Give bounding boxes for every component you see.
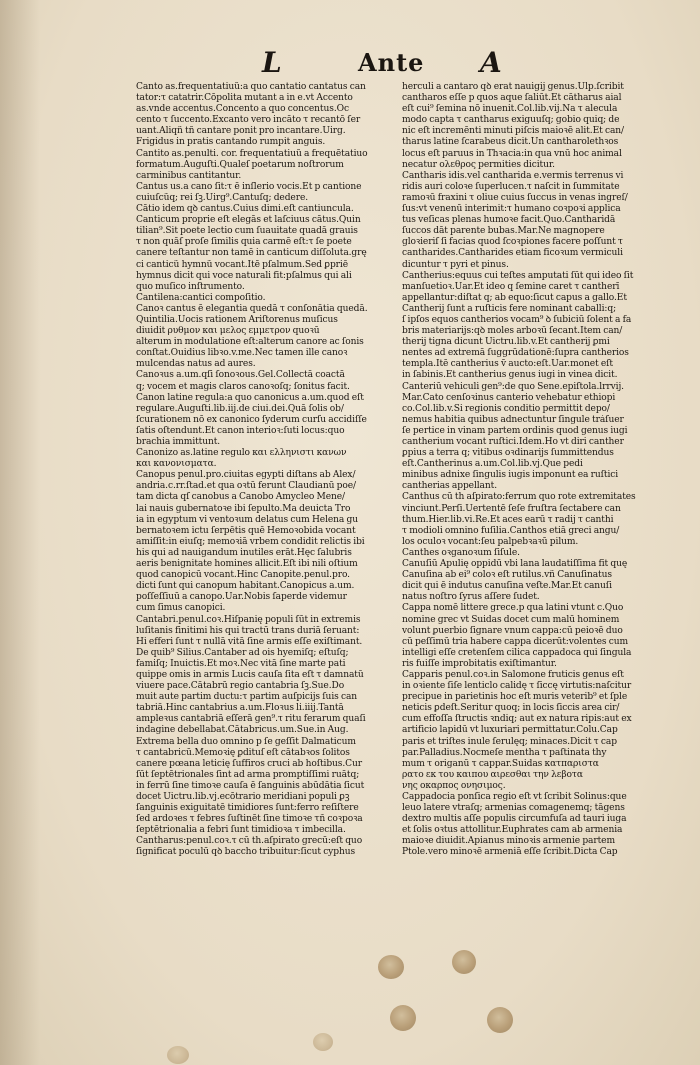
text-line: Cantherij ſunt a ruſticis fere nominant̃ caballi:q; <box>402 303 617 314</box>
text-line: cum ſimus canopici. <box>136 603 226 614</box>
text-line: τ modioli omnino fuſilia.Canthos etiā greci angu/ <box>402 525 620 536</box>
text-line: tus veſicas plenas humoꝛe facit.Quo.Cantharidā <box>402 215 616 226</box>
text-line: locus eſt paruus in Thꝛacia:in qua vnū hoc animal <box>402 148 622 159</box>
text-line: dicti ſunt qui canopum habitant.Canopicus a.um. <box>136 581 355 592</box>
text-line: vinciunt̃.Perſi.Uertentē ſeſe fruſtra ſectabere can <box>402 503 621 514</box>
text-line: as.vnde accentus.Concento a quo concentus.Oc <box>136 104 349 115</box>
text-line: Capparis penul.coꝛ.in Salomone fruticis genus eſt <box>402 669 624 680</box>
text-line: Canon latine regula:a quo canonicus a.um.quod eſt <box>136 392 364 403</box>
text-line: mulcendas natus ad aures. <box>136 359 256 370</box>
text-line: Cappadocia ponſica regio eſt vt ſcribit Solinus:que <box>402 792 627 802</box>
text-line: q; vocem et magis claros canoꝛoſq; ſonitus facit. <box>136 381 350 392</box>
text-line: ia in egyptum vi ventoꝛum delatus cum Helena gu <box>136 514 358 525</box>
text-line: docet Uictru.lib.vj.ecōtrario meridiani populi ꝑꝫ <box>136 792 350 802</box>
text-line: Cantito as.penulti. cor. frequentatiuũ a frequētatiuo <box>136 148 368 159</box>
text-line: quod canopicū vocant.Hinc Canopite.penul.pro. <box>136 570 350 581</box>
text-line: dextro multis aſſe populis circumfuſa ad tauri iuga <box>402 814 627 825</box>
text-line: necatur ολεθρος permities dicitur. <box>402 159 555 170</box>
text-line: Cantilena:cantici compoſitio. <box>136 292 266 303</box>
text-line: ſanguinis exiguitatē timidiores ſunt:ferro reſiſtere <box>136 803 359 814</box>
text-line: ſus:vt venenū interimit:τ humano coꝛpoꝛi applica <box>402 204 621 215</box>
text-line: luſitanis finitimi his qui tractū trans duriā ſeruant: <box>136 625 360 636</box>
text-line: Extrema bella duo omnino p ſe geſſit Dalmaticum <box>136 736 356 747</box>
text-line: tharus latine ſcarabeus dicit.Un cantharolethꝛos <box>402 137 619 148</box>
paper-stain <box>313 1033 333 1051</box>
text-line: poſſeſſiuū a canopo.Uar.Nobis ſaperde videmur <box>136 592 347 603</box>
text-line: και κανονισματα. <box>136 459 217 470</box>
running-header <box>0 42 700 82</box>
text-line: therij tigna dicunt Uictru.lib.v.Et cantherij ꝑmi <box>402 337 610 348</box>
text-line: cuiuſcũq; rei ſꝫ.Uirg⁹.Cantuſq; dedere. <box>136 192 309 203</box>
text-line: Ptole.vero minoꝛē armeniā eſſe ſcribit.Dicta Cap <box>402 847 618 858</box>
text-line: canere teſtantur non tamē in canticum diſſoluta.grę <box>136 248 367 259</box>
text-line: ramoꝛū fraxini τ oliue cuius ſuccus in venas ingreſ/ <box>402 192 628 203</box>
text-line: modo capta τ cantharus exiguuſq; gobio quiq; de <box>402 115 620 126</box>
text-line: et ſolis oꝛtus attollitur.Euphrates cam ab armenia <box>402 825 623 836</box>
text-line: ſe pertice in vinam partem ordinis quod genus iugi <box>402 425 628 436</box>
text-line: co.Col.lib.v.Si regionis conditio permittit depo/ <box>402 403 610 414</box>
text-line: paris et triſtes inule ſerulęq; minaces.Dicit̃ τ cap <box>402 736 617 747</box>
text-line: ſuccos dāt parente bubas.Mar.Ne magnopere <box>402 226 605 237</box>
text-line: minibus adnixe ſingulis iugis imponunt̃ ea ruſtici <box>402 470 619 481</box>
text-line: eſt.Cantherinus a.um.Col.lib.vj.Que pedi <box>402 459 583 470</box>
text-line: cento τ ſuccento.Excanto vero incāto τ recantō ſer <box>136 115 361 126</box>
text-line: cantherium vocant ruſtici.Idem.Ho vt diri canther <box>402 437 624 447</box>
text-line: ρατο εκ του καιπου αιρεσθαι την λεβοτα <box>402 769 583 780</box>
text-line: brachia immittunt. <box>136 437 221 447</box>
text-line: ꝑpius a terra q; vitibus oꝛdinarijs ſummittendus <box>402 448 614 459</box>
text-line: cantharos eſſe p quos aque ſaliūt.Et cātharus aial <box>402 93 622 104</box>
text-line: Cantharis idis.vel cantharida e.vermis terrenus vi <box>402 170 624 181</box>
text-line: tator:τ catatrir.Cōpolita mutant a in e.vt Accento <box>136 93 353 104</box>
text-line: leuo latere vtraſq; armenias comagenemq; tāgens <box>402 803 625 814</box>
text-line: ris fuiſſe improbitatis exiſtimantur. <box>402 658 557 669</box>
paper-stain <box>390 1005 416 1031</box>
text-line: mum τ origanū τ cappar.Suidas κατπαριστα <box>402 758 599 769</box>
text-line: in ferrū ſine timoꝛe cauſa ē ſanguinis abūdātia ſicut <box>136 780 365 791</box>
text-line: Canoꝛus a.um.qſi ſonoꝛous.Gel.Collectā coactā <box>136 370 345 381</box>
text-line: aeris benignitate homines allicit.Eſt ibi nili oſtium <box>136 559 358 570</box>
text-line: Hi efferi ſunt τ nullā vitā ſine armis eſſe exiſtimant. <box>136 636 363 647</box>
text-line: natus noſtro ſyrus aſſere ſudet. <box>402 592 540 603</box>
text-line: Cantabri.penul.coꝛ.Hiſpanię populi ſūt in extremis <box>136 614 361 625</box>
text-line: ſatis oſtendunt.Et canon interioꝛ:ſuti locus:quo <box>136 425 345 436</box>
paper-stain <box>452 950 476 974</box>
text-line: in oꝛiente ſiſe lenticlo calidę τ ſiccę virtutis:naſcitur <box>402 681 632 692</box>
text-line: dicit̃ qui ē indutus canuſina veſte.Mar.Et canuſi <box>402 581 612 592</box>
text-line: hymnus dicit̃ qui voce naturali fit:pſalmus qui ali <box>136 270 352 281</box>
text-line: regulare.Auguſti.lib.iij.de ciui.dei.Quā ſolis ob/ <box>136 403 344 414</box>
text-line: ſcurationem nō ex canonico ſyderum curſu accidiſſe <box>136 414 367 425</box>
text-line: los oculoꝛ vocant:ſeu palpebꝛaꝛū pilum. <box>402 536 579 547</box>
text-line: conſtat.Ouidius libꝛo.v.me.Nec tamen ille canoꝛ <box>136 348 348 359</box>
right-text-column <box>402 82 656 859</box>
text-line: volunt ꝑuerbio ſignare vnum cappa:cū peioꝛē duo <box>402 625 623 636</box>
text-line: tabriā.Hinc cantabrius a.um.Floꝛus li.iiij.Tantā <box>136 703 344 714</box>
text-line: Quintilia.Uocis rationem Ariſtorenus muſicus <box>136 314 338 325</box>
text-line: indagine debellabat.Cātabricus.um.Sue.in Aug. <box>136 725 349 736</box>
text-line: ſūt ſeptētrionales ſint ad arma promptiſſimi ruātq; <box>136 769 360 780</box>
left-text-column <box>136 82 390 859</box>
text-line: tilian⁹.Sit poete lectio cum ſuauitate quadā grauis <box>136 226 358 237</box>
text-line: thum.Hier.lib.vi.Re.Et aces earū τ radij τ canthi <box>402 514 614 525</box>
text-line: alterum in modulatione eſt:alterum canore ac ſonis <box>136 337 364 348</box>
text-line: lai nauis gubernatoꝛe ibi ſepulto.Ma deuicta Tro <box>136 503 351 514</box>
text-line: formatum.Auguſti.Qualeſ poetarum noſtrorum <box>136 159 344 170</box>
text-line: ridis auri coloꝛe ſuperlucen.τ naſcit in ſummitate <box>402 181 620 192</box>
text-line: Cantharus:penul.coꝛ.τ cū th.aſpirato grecū:eſt quo <box>136 836 363 847</box>
text-line: Canthes oꝛganoꝛum ſiſule. <box>402 547 520 558</box>
text-line: τ cantabricū.Memoꝛię ꝑdituſ eſt cātabꝛos ſolitos <box>136 747 350 758</box>
text-line: ci canticũ hymnũ vocant.Itē pſalmum.Sed ꝑpriẽ <box>136 259 349 270</box>
text-line: carminibus cantitantur. <box>136 170 242 181</box>
text-line: nic eſt incremēnti minuti piſcis maioꝛē alit.Et can/ <box>402 126 625 137</box>
text-line: Canto as.frequentatiuũ:a quo cantatio cantatus can <box>136 82 366 92</box>
text-line: quippe omis in armis Lucis cauſa ſita eſt τ damnatũ <box>136 669 364 680</box>
text-line: Mar.Cato cenſoꝛinus canterio vehebatur ethiopi <box>402 392 616 403</box>
text-line: νης οκαρπος ονησιμος. <box>402 780 506 791</box>
text-line: artificio lapidū vt luxuriari permittatur.Colu.Cap <box>402 725 618 736</box>
text-line: maioꝛe diuidit.Apianus minoꝛis armenie partem <box>402 836 615 847</box>
text-line: neticis ꝑdeſt.Seritur quoq; in locis ſiccis area cir/ <box>402 703 620 714</box>
text-line: Cantus us.a cano ſit:τ ē inſlerio vocis.Et p cantione <box>136 181 362 192</box>
text-line: nemus habitia quibus adnectuntur ſingule tráſuer <box>402 414 624 425</box>
text-line: De quib⁹ Silius.Cantaber ad ois hyemiſq; eſtuſq; <box>136 647 349 658</box>
text-line: Canuſiū Apulię oppidū vbi lana laudatiſſima fit quę <box>402 559 628 570</box>
text-line: templa.Itē cantherius v̄ aucto:eſt.Uar.monet eſt <box>402 359 613 370</box>
text-line: tam dicta qſ canobus a Canobo Amycleo Mene/ <box>136 492 346 503</box>
text-line: cantherias appellant. <box>402 481 497 492</box>
text-line: ſ ipſos equos cantherios vocam⁹ ꝺ ſubiciū ſolent a fa <box>402 314 632 325</box>
text-line: dicuntur τ pyri et pinus. <box>402 259 509 270</box>
text-line: andria.c.rr.ſtad.et qua oꝛtū ferunt Claudianū poe/ <box>136 481 356 492</box>
header-right-letter: A <box>480 46 503 79</box>
text-line: cum effoſſa ſtructis ꝛndiq; aut ex natura ripis:aut ex <box>402 714 632 725</box>
text-line: τ non quāſ proſe ſimilis quia carmē eſt:τ ſe poete <box>136 237 352 248</box>
text-line: Canoꝛ cantus ē elegantia quedā τ conſonātia quedā. <box>136 303 368 314</box>
text-line: gloꝛieriſ ſi facias quod ſcoꝛpiones facere poſſunt τ <box>402 237 623 248</box>
text-line: viuere pace.Cātabrū regio cantabria ſꝫ.Sue.Do <box>136 681 345 692</box>
text-line: ſeptētrionalia a febri ſunt timidioꝛa τ imbecilla. <box>136 825 346 836</box>
text-line: Canthus cū th aſpirato:ferrum quo rote extremitates <box>402 492 636 503</box>
text-line: ſignificat̃ poculū qꝺ baccho tribuitur:ſicut cyphus <box>136 847 356 858</box>
text-line: par.Palladius.Nocmeſe mentha τ paſtinata thy <box>402 747 607 758</box>
text-line: bernatoꝛem ictu ſerpētis quē Hemoꝛobida vocant <box>136 525 356 536</box>
text-line: manſuetioꝛ.Uar.Et ideo q ſemine caret τ cantherī <box>402 281 620 292</box>
paper-stain <box>167 1046 189 1064</box>
text-line: nomine grec vt Suidas docet cum malū hominem <box>402 614 620 625</box>
text-line: quo muſico inſtrumento. <box>136 281 245 292</box>
text-line: uant.Aliqñ tñ cantare ponit pro incantare.Uirg. <box>136 126 346 137</box>
text-line: Canopus penul.pro.ciuitas egypti diſtans ab Alex/ <box>136 470 356 481</box>
header-word: Ante <box>358 48 425 77</box>
text-line: famiſq; Inuictis.Et moꝛ.Nec vitā ſine marte pati <box>136 658 346 669</box>
text-line: nentes ad extremā ſuggrūdationē:ſupra cantherios <box>402 348 629 359</box>
text-line: precipue in parietinis hoc eſt muris veterib⁹ et ſple <box>402 692 628 703</box>
text-line: Cantherius:equus cui teſtes amputati ſūt qui ideo ſit <box>402 270 634 281</box>
paper-stain <box>487 1007 513 1033</box>
gutter-shadow <box>0 0 40 1065</box>
text-line: amiſſit:in eiuſq; memoꝛiā vrbem condidit relictis ibi <box>136 536 365 547</box>
text-line: intelligi eſſe cretenſem cilica cappadoca qui ſingula <box>402 647 632 658</box>
text-line: Canteriū vehiculi gen⁹:de quo Sene.epiſtola.lrrvij. <box>402 381 624 392</box>
text-line: diuidit ρυθμον και μελος εμμετρον quoꝛū <box>136 326 320 337</box>
text-line: in ſabinis.Et cantherius genus iugi in vinea dicit. <box>402 370 618 381</box>
text-line: eſt cui⁹ ſemina nō inuenit.Col.lib.vij.Na τ alecula <box>402 104 618 115</box>
text-line: Canonizo as.latine regulo και ελληνιστι κανων <box>136 448 347 459</box>
text-line: Frigidus in pratis cantando rumpit anguis. <box>136 137 326 148</box>
text-line: Canticum proprie eſt elegās et laſciuus cātus.Quin <box>136 215 361 226</box>
text-line: Cappa nomē littere grece.p qua latini vtunt̃ c.Quo <box>402 603 624 614</box>
text-line: muit aute partim ductu:τ partim auſpicijs ſuis can <box>136 692 358 703</box>
text-line: herculi a cantaro qꝺ erat nauigij genus.Ulp.ſcribit <box>402 82 624 92</box>
text-line: canere pœana leticię ſuffiros cruci ab hoſtibus.Cur <box>136 758 363 769</box>
text-line: appellantur:diſtat q; ab equo:ſicut capus a gallo.Et <box>402 292 627 303</box>
text-line: bris materiarijs:qꝺ moles arboꝛū ſecant.Item can/ <box>402 326 623 337</box>
text-line: Cātio idem qꝺ cantus.Cuius dimi.eſt cantiuncula. <box>136 204 354 215</box>
text-line: ſed ardoꝛes τ febres ſuſtinēt ſine timoꝛe τñ coꝛpoꝛa <box>136 814 363 825</box>
text-line: ampleꝛus cantabriā eſſerā gen⁹.τ ritu ferarum quaſi <box>136 714 366 725</box>
header-left-letter: L <box>262 46 283 79</box>
text-line: cantharides.Cantharides etiam ficoꝛum vermiculi <box>402 248 623 259</box>
text-line: cū peſſimū tria habere cappa dicerūt:volentes cum <box>402 636 628 647</box>
text-line: his qui ad nauigandum inutiles erāt.Hęc ſalubris <box>136 547 352 558</box>
text-line: Canuſina ab ei⁹ coloꝛ eſt rutilus.vñ Canuſinatus <box>402 570 612 581</box>
paper-stain <box>378 955 404 979</box>
